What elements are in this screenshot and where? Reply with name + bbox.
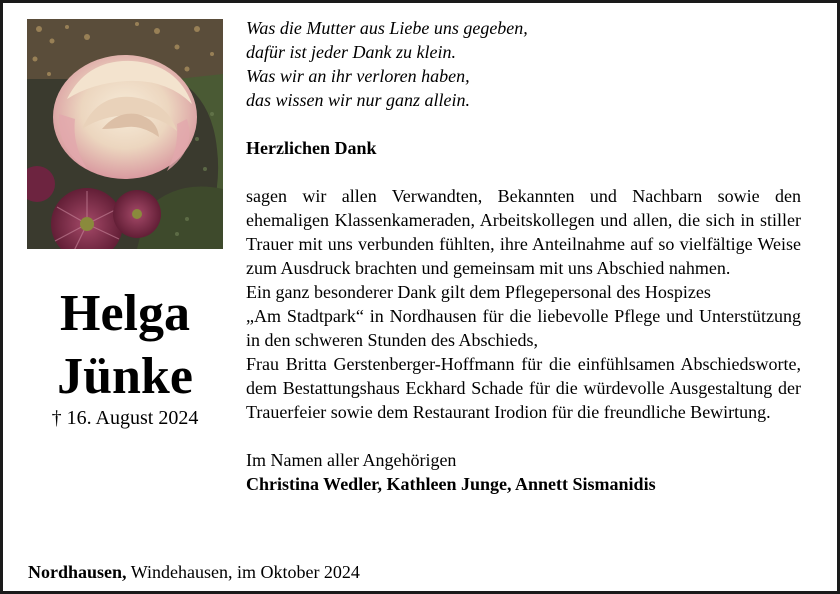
place-date-line: [28, 560, 360, 584]
poem-line: dafür ist jeder Dank zu klein.: [246, 42, 456, 62]
poem-line: Was die Mutter aus Liebe uns gegeben,: [246, 18, 528, 38]
place-date-rest: Windehausen, im Oktober 2024: [126, 562, 360, 582]
deceased-last-name: Jünke: [57, 348, 193, 405]
poem-line: das wissen wir nur ganz allein.: [246, 90, 471, 110]
ceremony-thanks: Frau Britta Gerstenberger-Hoffmann für die einfühlsamen Abschiedsworte, dem Bestattungshaus Eckhard Schade für die würdevolle Ausgestaltung der Trauerfeier sowie dem Restaurant Irodion für die freundliche Bewirtung.: [246, 354, 801, 422]
thanks-paragraph: sagen wir allen Verwandten, Bekannten und Nachbarn sowie den ehemaligen Klassenkameraden, Arbeitskollegen und allen, die sich in stiller Trauer mit uns verbunden fühlten, ihre Anteilnahme auf so vielfältige Weise zum Ausdruck brachten und gemeinsam mit uns Abschied nahmen.: [246, 186, 801, 278]
poem: [246, 16, 801, 112]
deceased-first-name: Helga: [60, 285, 190, 342]
thanks-heading: Herzlichen Dank: [246, 138, 377, 158]
poem-line: Was wir an ihr verloren haben,: [246, 66, 470, 86]
message-column: [246, 16, 801, 496]
death-date: † 16. August 2024: [51, 407, 199, 429]
signoff-intro: Im Namen aller Angehörigen: [246, 450, 457, 470]
hospice-thanks: „Am Stadtpark“ in Nordhausen für die liebevolle Pflege und Unterstützung in den schweren Stunden des Abschieds,: [246, 306, 801, 350]
place-primary: Nordhausen,: [28, 562, 127, 582]
signers: Christina Wedler, Kathleen Junge, Annett Sismanidis: [246, 474, 656, 494]
hospice-thanks-intro: Ein ganz besonderer Dank gilt dem Pflegepersonal des Hospizes: [246, 282, 711, 302]
rose-bouquet-image: [27, 19, 223, 249]
